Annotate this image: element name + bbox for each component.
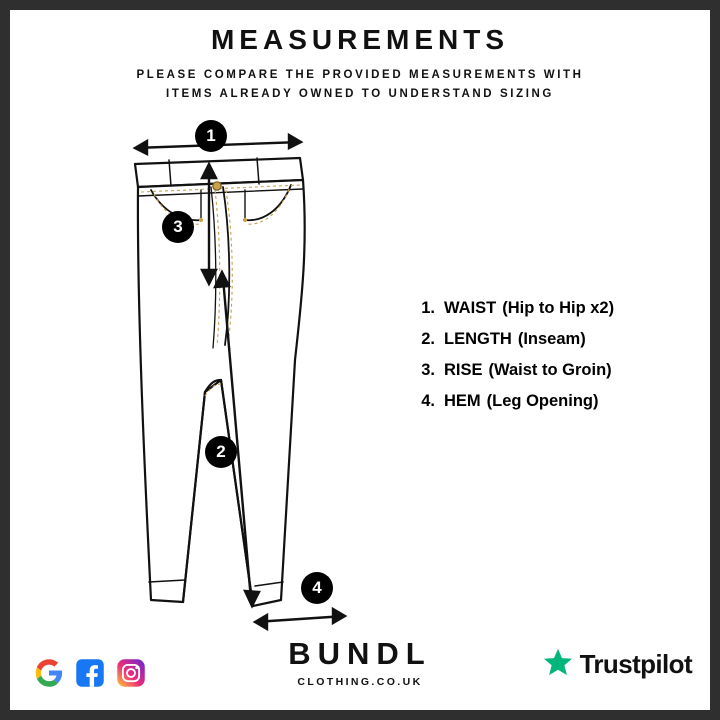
legend-number: 4. xyxy=(421,392,435,410)
waist-button xyxy=(213,182,221,190)
marker-rise: 3 xyxy=(162,211,194,243)
arrow-waist-head-left xyxy=(135,141,147,154)
legend-label: LENGTH xyxy=(444,330,512,348)
legend-label: WAIST xyxy=(444,299,497,317)
google-icon[interactable] xyxy=(34,658,64,688)
arrow-hem-line xyxy=(255,616,345,622)
legend-note: (Leg Opening) xyxy=(486,392,599,410)
legend-item-rise xyxy=(408,355,698,386)
arrow-hem-head-left xyxy=(255,615,267,629)
arrow-hem-head-right xyxy=(333,609,345,623)
legend-number: 2. xyxy=(421,330,435,348)
legend-item-length xyxy=(408,324,698,355)
legend-label: HEM xyxy=(444,392,481,410)
page-title: MEASUREMENTS xyxy=(210,24,509,55)
legend-number: 1. xyxy=(421,299,435,317)
legend-note: (Waist to Groin) xyxy=(488,361,612,379)
rivet-left xyxy=(199,218,203,222)
legend-note: (Hip to Hip x2) xyxy=(502,299,615,317)
instagram-icon[interactable] xyxy=(116,658,146,688)
trustpilot-star-icon xyxy=(543,647,573,682)
trustpilot-label: Trustpilot xyxy=(579,649,692,679)
legend-note: (Inseam) xyxy=(517,330,586,348)
facebook-icon[interactable] xyxy=(75,658,105,688)
page-subtitle xyxy=(10,66,710,104)
measurement-legend xyxy=(408,293,698,417)
legend-label: RISE xyxy=(444,361,483,379)
marker-hem: 4 xyxy=(301,572,333,604)
legend-number: 3. xyxy=(421,361,435,379)
marker-length: 2 xyxy=(205,436,237,468)
legend-item-hem xyxy=(408,386,698,417)
jeans-body xyxy=(138,180,305,606)
legend-item-waist xyxy=(408,293,698,324)
jeans-diagram-svg xyxy=(105,130,385,640)
trustpilot-badge[interactable] xyxy=(543,647,692,682)
page-subtitle-line-1: PLEASE COMPARE THE PROVIDED MEASUREMENTS WITH xyxy=(136,69,584,81)
rivet-right xyxy=(243,218,247,222)
brand-name: BUNDL xyxy=(288,636,432,671)
jeans-illustration xyxy=(105,130,385,640)
header xyxy=(10,24,710,104)
social-links xyxy=(34,658,146,688)
brand-domain: CLOTHING.CO.UK xyxy=(297,676,423,688)
measurement-guide-card xyxy=(10,10,710,710)
arrow-waist-head-right xyxy=(289,135,301,148)
marker-waist: 1 xyxy=(195,120,227,152)
page-subtitle-line-2: ITEMS ALREADY OWNED TO UNDERSTAND SIZING xyxy=(166,88,554,100)
